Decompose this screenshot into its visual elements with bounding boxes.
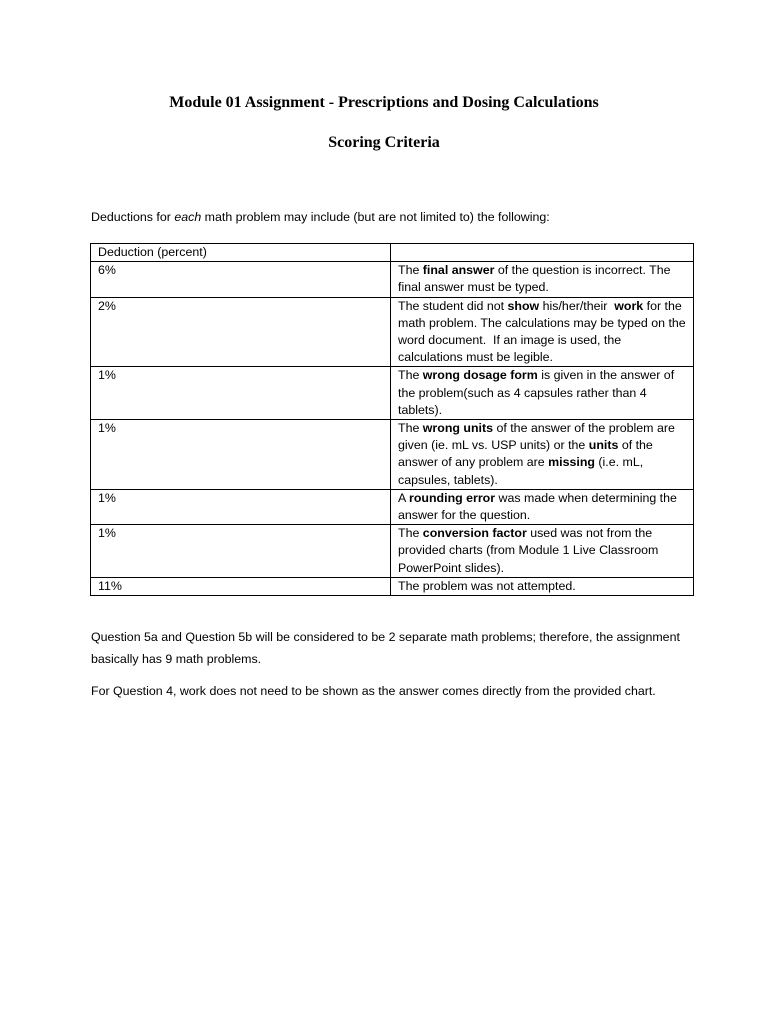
- description-text: for the math problem. The calculations may be typed on the word document. If an image is used, the calculations must be legible.: [398, 298, 690, 365]
- description-bold-text: rounding error: [409, 490, 496, 505]
- document-subtitle: Scoring Criteria: [328, 134, 440, 151]
- description-text: is given in the answer of the problem(such as 4 capsules rather than 4 tablets).: [398, 368, 678, 417]
- description-text: The: [398, 421, 423, 436]
- scoring-criteria-table: [90, 243, 694, 596]
- table-row: [91, 297, 694, 367]
- description-cell: [391, 367, 694, 420]
- description-cell: [391, 489, 694, 524]
- document-title: Module 01 Assignment - Prescriptions and Dosing Calculations: [169, 94, 599, 111]
- description-cell: [391, 525, 694, 578]
- description-bold-text: missing: [548, 455, 595, 470]
- description-cell: [391, 420, 694, 490]
- description-bold-text: final answer: [422, 263, 495, 278]
- description-text: The student did not: [398, 298, 508, 313]
- description-bold-text: conversion factor: [422, 526, 527, 541]
- description-text: of the answer of any problem are: [398, 438, 657, 470]
- deduction-cell: 2%: [91, 297, 391, 367]
- deduction-cell: 6%: [91, 262, 391, 297]
- table-header-row: [91, 244, 694, 262]
- description-text: was made when determining the answer for the question.: [398, 490, 681, 523]
- header-deduction: Deduction (percent): [91, 244, 391, 262]
- description-text: The: [398, 368, 423, 383]
- description-text: used was not from the provided charts (from Module 1 Live Classroom PowerPoint slides).: [398, 526, 662, 575]
- description-text: his/her/their: [539, 298, 615, 313]
- intro-after: math problem may include (but are not limited to) the following:: [201, 210, 550, 224]
- description-bold-text: work: [614, 298, 644, 313]
- table-row: [91, 489, 694, 524]
- note-paragraph-5a-5b: Question 5a and Question 5b will be considered to be 2 separate math problems; therefore, the assignment basically has 9 math problems.: [91, 630, 680, 666]
- description-bold-text: wrong dosage form: [422, 368, 538, 383]
- deduction-cell: 1%: [91, 420, 391, 490]
- intro-emphasis: each: [174, 210, 202, 224]
- table-row: [91, 367, 694, 420]
- description-bold-text: wrong units: [422, 421, 494, 436]
- deduction-cell: 1%: [91, 525, 391, 578]
- table-row: [91, 262, 694, 297]
- description-text: The: [398, 263, 423, 278]
- table-row: [91, 577, 694, 595]
- table-row: [91, 420, 694, 490]
- description-cell: [391, 262, 694, 297]
- intro-before: Deductions for: [91, 210, 175, 224]
- intro-text: [91, 210, 550, 224]
- description-bold-text: show: [507, 298, 540, 313]
- description-text: of the question is incorrect. The final answer must be typed.: [398, 263, 674, 295]
- description-text: The problem was not attempted.: [398, 578, 576, 593]
- description-text: of the answer of the problem are given (ie. mL vs. USP units) or the: [398, 421, 679, 453]
- header-description: [391, 244, 694, 262]
- deduction-cell: 1%: [91, 489, 391, 524]
- deduction-cell: 1%: [91, 367, 391, 420]
- description-cell: [391, 577, 694, 595]
- description-text: (i.e. mL, capsules, tablets).: [398, 455, 647, 487]
- deduction-cell: 11%: [91, 577, 391, 595]
- description-text: The: [398, 526, 423, 541]
- table-row: [91, 525, 694, 578]
- description-bold-text: units: [588, 438, 619, 453]
- description-text: A: [398, 490, 410, 505]
- note-paragraph-question-4: For Question 4, work does not need to be shown as the answer comes directly from the provided chart.: [91, 684, 656, 698]
- description-cell: [391, 297, 694, 367]
